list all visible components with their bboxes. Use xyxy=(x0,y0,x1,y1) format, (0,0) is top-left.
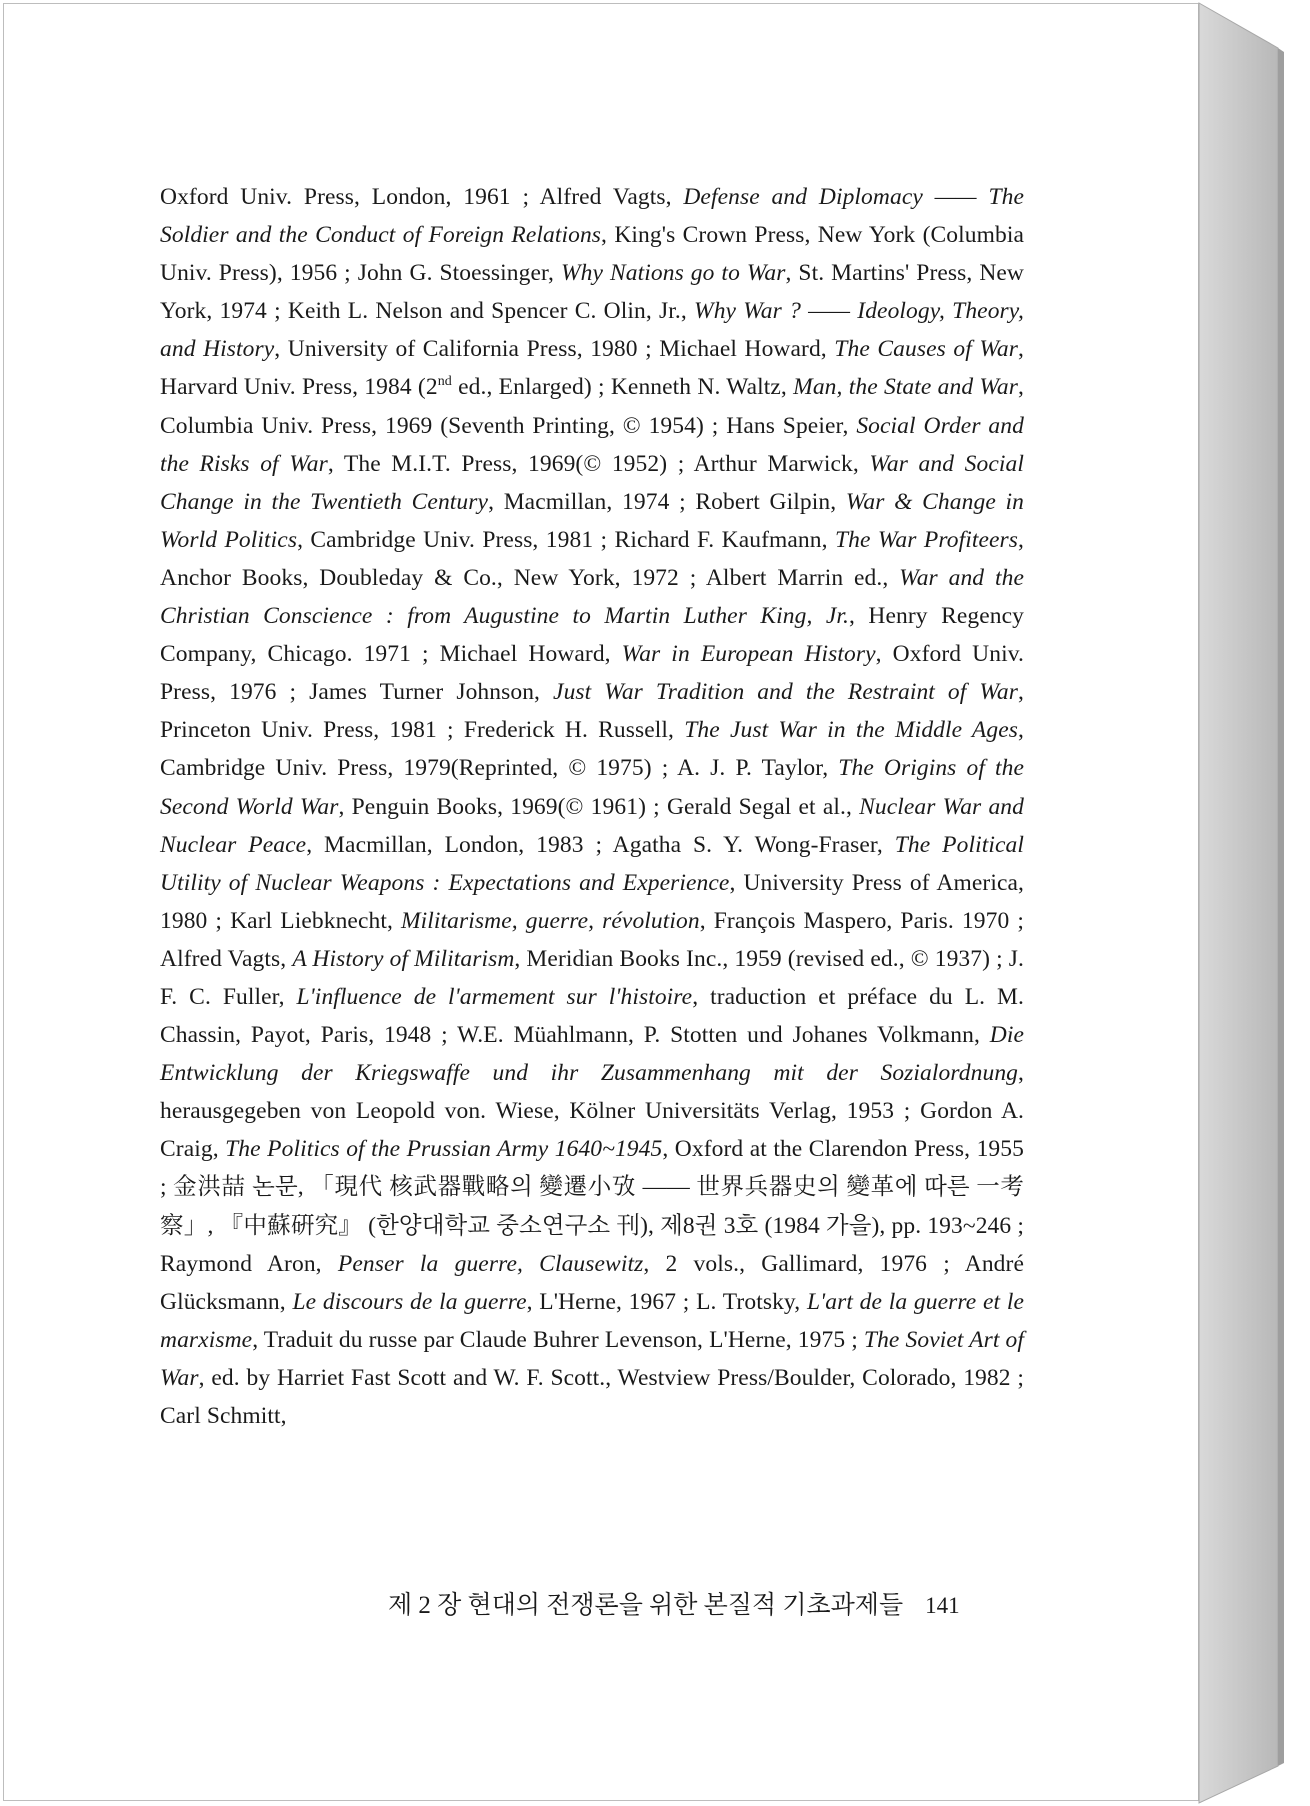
text-segment: , Macmillan, London, 1983 ; Agatha S. Y. Wong-Fraser, xyxy=(306,831,895,858)
italic-title-segment: War and Social Change in the Twentieth Century xyxy=(160,450,1024,515)
italic-title-segment: Nuclear War and Nuclear Peace xyxy=(160,793,1025,858)
page-footer xyxy=(388,1585,960,1621)
italic-title-segment: The Just War in the Middle Ages xyxy=(684,717,1019,744)
text-segment: , herausgegeben von Leopold von. Wiese, Kölner Universitäts Verlag, 1953 ; Gordon A. Craig, xyxy=(160,1060,1024,1163)
italic-title-segment: Defense and Diplomacy —— The Soldier and the Conduct of Foreign Relations xyxy=(160,184,1025,249)
text-segment: , Anchor Books, Doubleday & Co., New York, 1972 ; Albert Marrin ed., xyxy=(160,526,1024,591)
italic-title-segment: War & Change in World Politics xyxy=(160,488,1024,553)
italic-title-segment: Man, the State and War xyxy=(793,374,1019,401)
text-segment: , traduction et préface du L. M. Chassin, Payot, Paris, 1948 ; W.E. Müahlmann, P. Stotten und Johanes Volkmann, xyxy=(160,983,1024,1049)
italic-title-segment: Just War Tradition and the Restraint of War xyxy=(553,679,1019,706)
italic-title-segment: Why War ? —— Ideology, Theory, and History xyxy=(160,298,1025,363)
text-segment: , Oxford Univ. Press, 1976 ; James Turner Johnson, xyxy=(160,641,1025,706)
text-segment: , Oxford at the Clarendon Press, 1955 ; 金洪喆 논문, 「現代 核武器戰略의 變遷小攷 —— 世界兵器史의 變革에 따른 一考察」, 『中蘇硏究』 (한양대학교 중소연구소 刊), 제8권 3호 (1984 가을), pp. 193~246 ; Raymond Aron, xyxy=(160,1136,1024,1277)
text-segment: , Princeton Univ. Press, 1981 ; Frederick H. Russell, xyxy=(160,679,1024,744)
italic-title-segment: The Political Utility of Nuclear Weapons : Expectations and Experience xyxy=(160,831,1024,896)
text-segment: , ed. by Harriet Fast Scott and W. F. Scott., Westview Press/Boulder, Colorado, 1982 ; Carl Schmitt, xyxy=(160,1364,1024,1429)
text-segment: , François Maspero, Paris. 1970 ; Alfred Vagts, xyxy=(160,907,1024,972)
text-segment: , King's Crown Press, New York (Columbia Univ. Press), 1956 ; John G. Stoessinger, xyxy=(160,222,1024,287)
text-segment: , The M.I.T. Press, 1969(© 1952) ; Arthur Marwick, xyxy=(327,450,870,477)
text-segment: Oxford Univ. Press, London, 1961 ; Alfred Vagts, xyxy=(160,184,684,210)
chapter-title: 제 2 장 현대의 전쟁론을 위한 본질적 기초과제들 xyxy=(388,1592,904,1619)
bibliography-paragraph xyxy=(160,178,1024,1435)
text-segment: , Traduit du russe par Claude Buhrer Levenson, L'Herne, 1975 ; xyxy=(252,1326,864,1353)
text-segment: , Henry Regency Company, Chicago. 1971 ; Michael Howard, xyxy=(160,603,1024,668)
italic-title-segment: Militarisme, guerre, révolution xyxy=(400,907,700,934)
text-segment: , University of California Press, 1980 ; Michael Howard, xyxy=(274,336,835,363)
italic-title-segment: L'art de la guerre et le marxisme xyxy=(160,1288,1024,1353)
text-segment: , Cambridge Univ. Press, 1979(Reprinted, © 1975) ; A. J. P. Taylor, xyxy=(160,717,1024,782)
text-segment: , 2 vols., Gallimard, 1976 ; André Glücksmann, xyxy=(160,1250,1024,1315)
italic-title-segment: The Soviet Art of War xyxy=(160,1326,1024,1391)
page-number: 141 xyxy=(925,1593,960,1618)
text-segment: , Penguin Books, 1969(© 1961) ; Gerald Segal et al., xyxy=(338,793,860,820)
italic-title-segment: The Politics of the Prussian Army 1640~1945 xyxy=(225,1136,663,1163)
italic-title-segment: The Origins of the Second World War xyxy=(160,755,1025,820)
text-segment: , Macmillan, 1974 ; Robert Gilpin, xyxy=(488,488,846,515)
text-segment: , L'Herne, 1967 ; L. Trotsky, xyxy=(526,1288,807,1315)
text-segment: ed., Enlarged) ; Kenneth N. Waltz, xyxy=(451,374,794,401)
italic-title-segment: A History of Militarism xyxy=(292,945,515,972)
italic-title-segment: Social Order and the Risks of War xyxy=(160,412,1024,477)
italic-title-segment: Why Nations go to War xyxy=(560,260,786,287)
italic-title-segment: The War Profiteers xyxy=(834,526,1019,553)
italic-title-segment: The Causes of War xyxy=(834,336,1018,363)
text-segment: , Meridian Books Inc., 1959 (revised ed., © 1937) ; J. F. C. Fuller, xyxy=(160,945,1024,1010)
italic-title-segment: War in European History xyxy=(621,641,876,668)
text-segment: , Cambridge Univ. Press, 1981 ; Richard F. Kaufmann, xyxy=(297,526,835,553)
italic-title-segment: Die Entwicklung der Kriegswaffe und ihr Zusammenhang mit der Sozialordnung xyxy=(160,1022,1024,1087)
text-segment: , Columbia Univ. Press, 1969 (Seventh Printing, © 1954) ; Hans Speier, xyxy=(160,374,1025,439)
text-segment: nd xyxy=(437,374,452,390)
italic-title-segment: Le discours de la guerre xyxy=(292,1288,527,1315)
italic-title-segment: Penser la guerre, Clausewitz xyxy=(337,1250,644,1277)
italic-title-segment: War and the Christian Conscience : from Augustine to Martin Luther King, Jr. xyxy=(160,564,1024,630)
text-segment: , University Press of America, 1980 ; Karl Liebknecht, xyxy=(160,869,1024,934)
text-segment: , St. Martins' Press, New York, 1974 ; Keith L. Nelson and Spencer C. Olin, Jr., xyxy=(160,260,1024,325)
italic-title-segment: L'influence de l'armement sur l'histoire xyxy=(296,983,693,1010)
text-segment: , Harvard Univ. Press, 1984 (2 xyxy=(160,336,1024,401)
